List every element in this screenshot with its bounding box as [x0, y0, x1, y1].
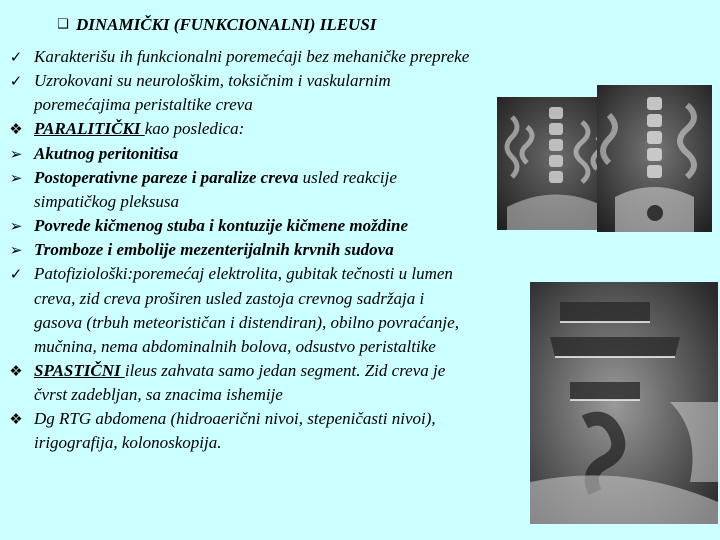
- list-item-text: [34, 433, 221, 453]
- emphasis-term: SPASTIČNI: [34, 361, 125, 380]
- title-text: DINAMIČKI (FUNKCIONALNI) ILEUSI: [76, 15, 377, 34]
- list-item-text: [34, 144, 178, 164]
- list-item-text: [34, 385, 283, 405]
- check-bullet-icon: ✓: [9, 72, 23, 90]
- text-segment: Dg RTG abdomena (hidroaerični nivoi, stepeničasti nivoi),: [34, 409, 436, 428]
- text-segment: Tromboze i embolije mezenterijalnih krvnih sudova: [34, 240, 394, 259]
- xray-image-abdomen-2: [597, 85, 712, 232]
- text-segment: kao posledica:: [144, 119, 245, 138]
- xray-image-abdomen-3: [530, 282, 718, 524]
- list-item-text: [34, 192, 179, 212]
- square-bullet-icon: ❑: [57, 17, 69, 32]
- xray-graphic-2: [597, 85, 712, 232]
- text-segment: ileus zahvata samo jedan segment. Zid creva je: [124, 361, 446, 380]
- text-segment: Uzrokovani su neurološkim, toksičnim i vaskularnim: [34, 71, 391, 90]
- check-bullet-icon: ✓: [9, 265, 23, 283]
- text-segment: irigografija, kolonoskopija.: [34, 433, 222, 452]
- list-item-text: [34, 361, 445, 381]
- list-item-text: [34, 168, 397, 188]
- arrow-bullet-icon: ➢: [9, 217, 23, 235]
- diamond-bullet-icon: ❖: [9, 120, 23, 138]
- list-item-text: [34, 95, 253, 115]
- list-item-text: [34, 313, 459, 333]
- list-item-text: [34, 216, 408, 236]
- text-segment: poremećajima peristaltike creva: [34, 95, 253, 114]
- list-item-text: [34, 71, 391, 91]
- diamond-bullet-icon: ❖: [9, 410, 23, 428]
- text-segment: Postoperativne pareze i paralize creva: [34, 168, 299, 187]
- list-item-text: [34, 409, 436, 429]
- list-item-text: [34, 240, 394, 260]
- diamond-bullet-icon: ❖: [9, 362, 23, 380]
- emphasis-term: PARALITIČKI: [34, 119, 145, 138]
- arrow-bullet-icon: ➢: [9, 169, 23, 187]
- xray-graphic-3: [530, 282, 718, 524]
- text-segment: Akutnog peritonitisa: [34, 144, 179, 163]
- list-item-text: [34, 119, 244, 139]
- list-item-text: [34, 289, 424, 309]
- text-segment: čvrst zadebljan, sa znacima ishemije: [34, 385, 283, 404]
- check-bullet-icon: ✓: [9, 48, 23, 66]
- list-item-text: [34, 47, 469, 67]
- text-segment: simpatičkog pleksusa: [34, 192, 179, 211]
- list-item-text: [34, 337, 436, 357]
- text-segment: Povrede kičmenog stuba i kontuzije kičmene moždine: [34, 216, 408, 235]
- text-segment: gasova (trbuh meteorističan i distendiran), obilno povraćanje,: [34, 313, 459, 332]
- text-segment: usled reakcije: [298, 168, 397, 187]
- text-segment: creva, zid creva proširen usled zastoja crevnog sadržaja i: [34, 289, 425, 308]
- text-segment: mučnina, nema abdominalnih bolova, odsustvo peristaltike: [34, 337, 436, 356]
- text-segment: Patofiziološki:poremećaj elektrolita, gubitak tečnosti u lumen: [34, 264, 453, 283]
- arrow-bullet-icon: ➢: [9, 145, 23, 163]
- arrow-bullet-icon: ➢: [9, 241, 23, 259]
- text-segment: Karakterišu ih funkcionalni poremećaji bez mehaničke prepreke: [34, 47, 470, 66]
- list-item-text: [34, 264, 453, 284]
